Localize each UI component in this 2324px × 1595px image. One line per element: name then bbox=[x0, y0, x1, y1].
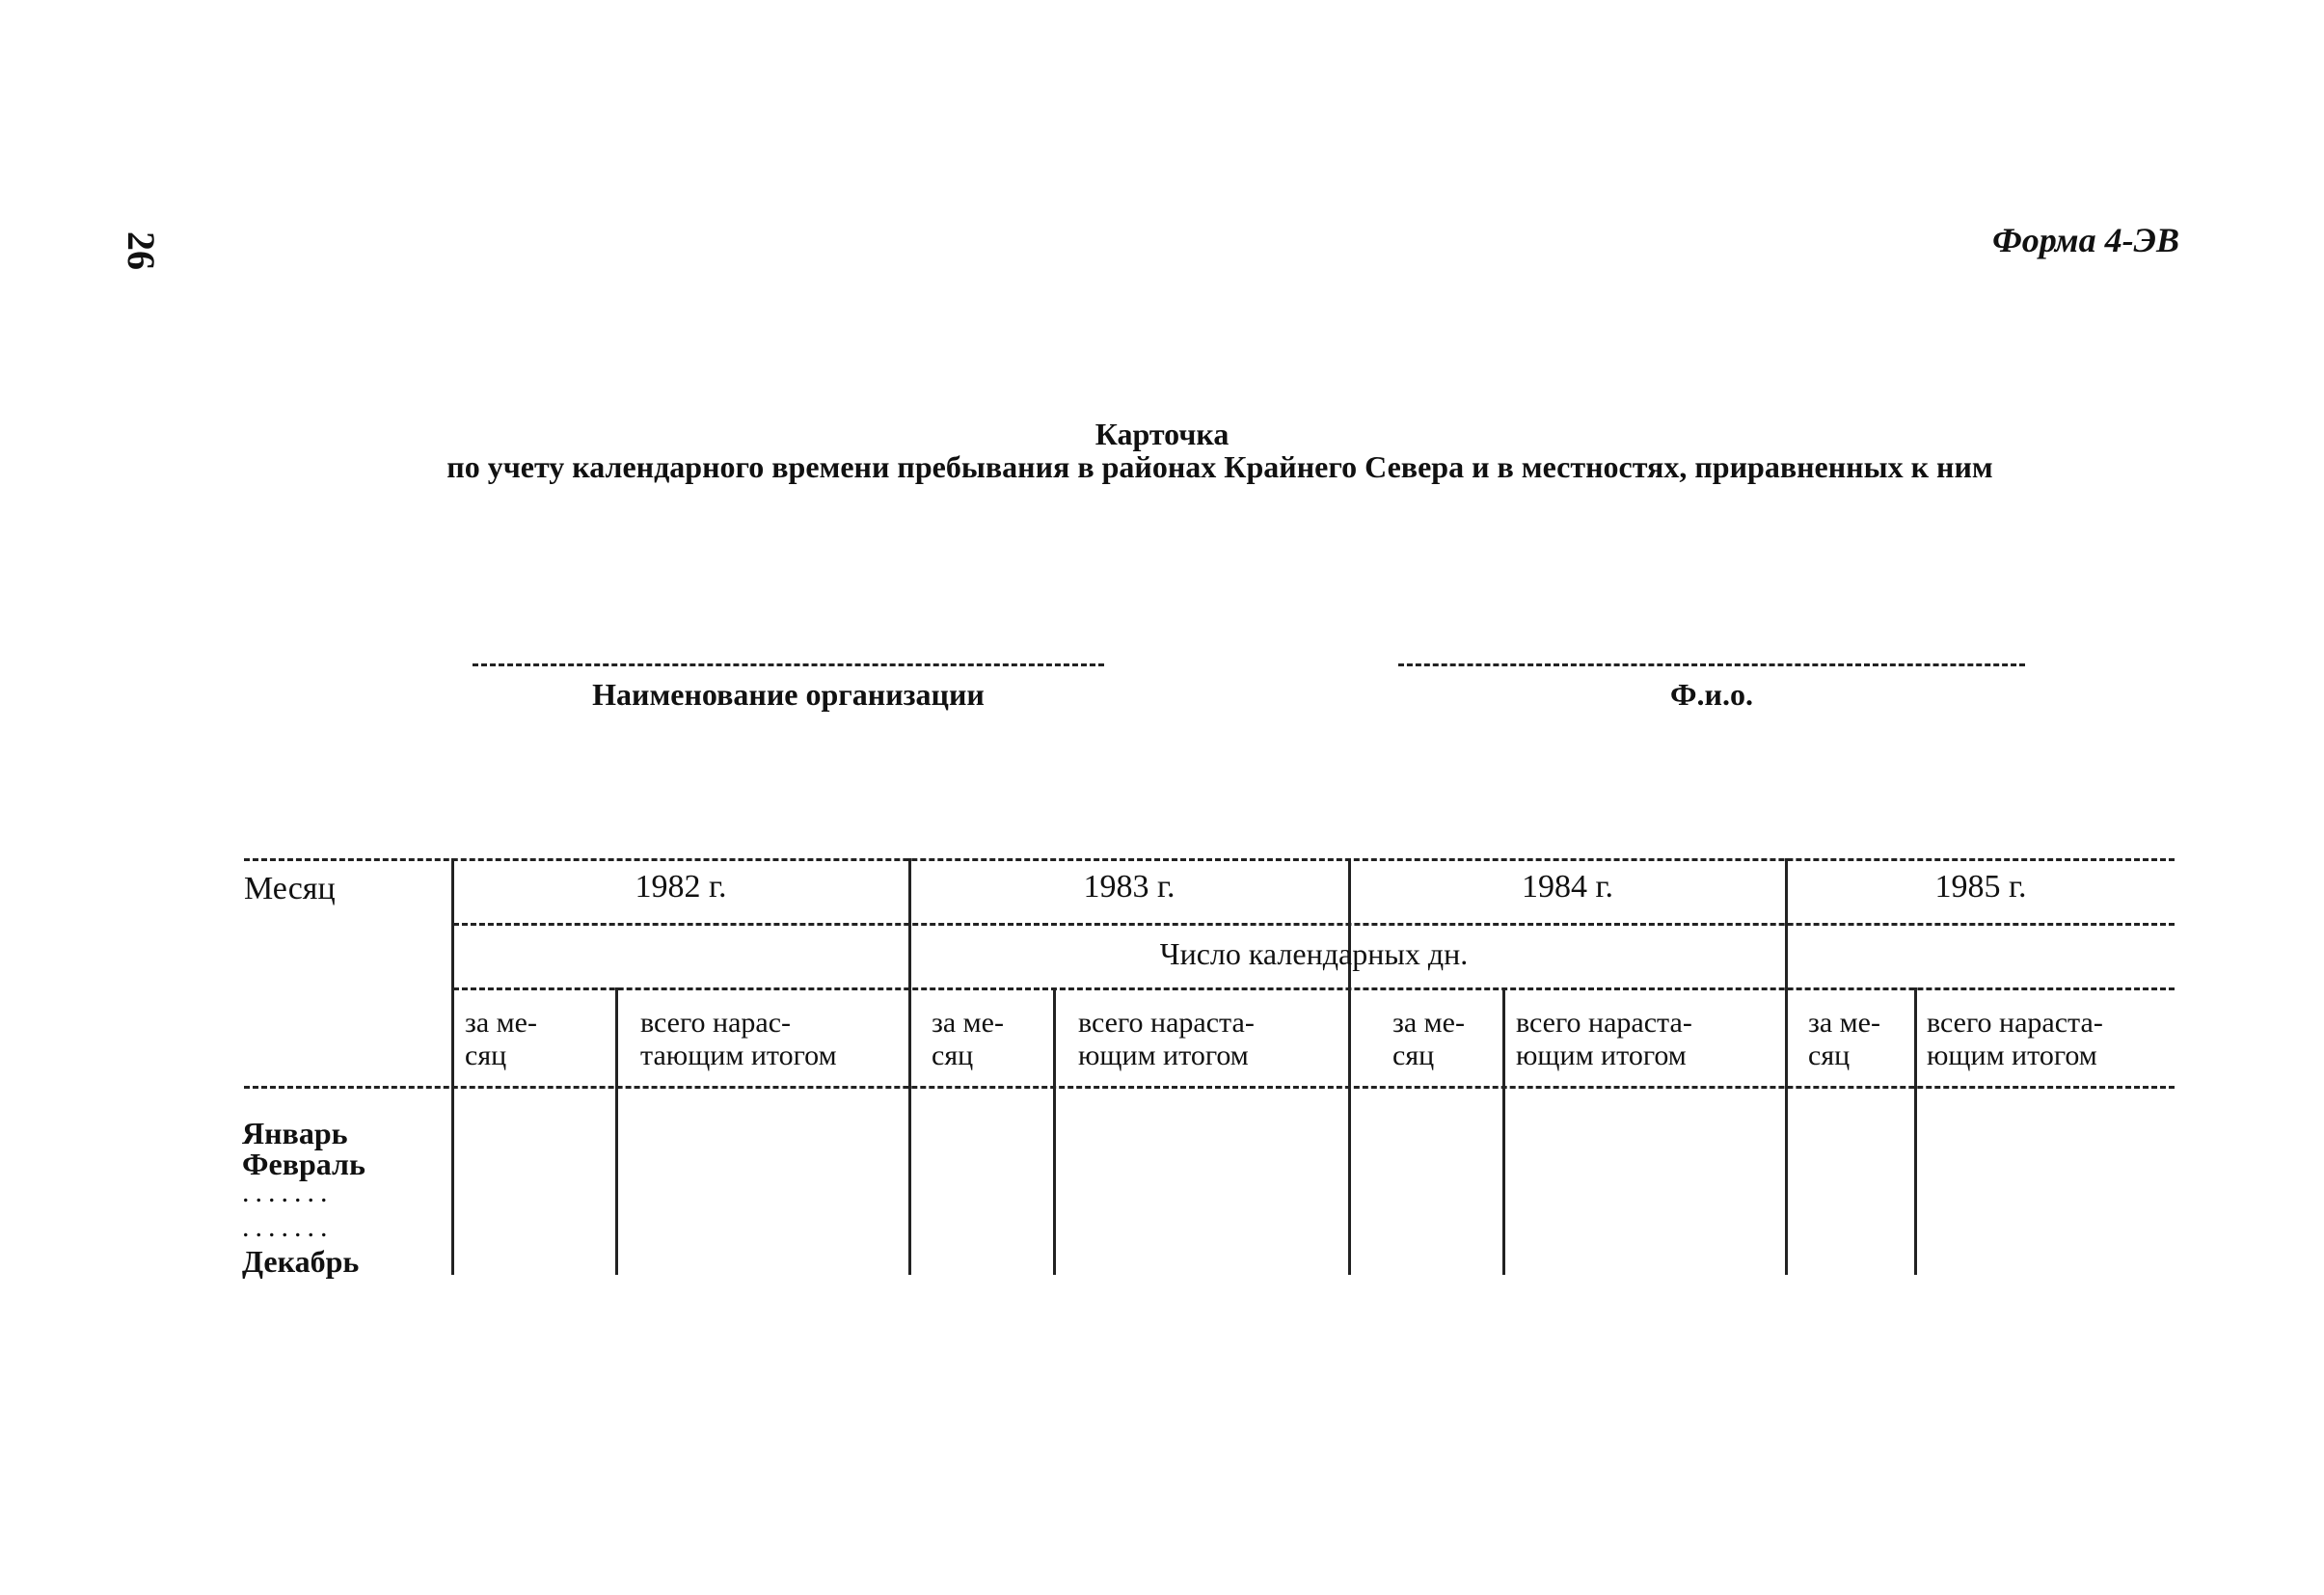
month-column-header: Месяц bbox=[244, 871, 336, 906]
subheader-1983-total bbox=[1078, 1007, 1255, 1072]
subheader-line: ющим итогом bbox=[1516, 1040, 1687, 1071]
col-line-1984 bbox=[1348, 858, 1351, 1275]
organization-line bbox=[473, 663, 1104, 666]
subheader-line: ющим итогом bbox=[1927, 1040, 2097, 1071]
subheader-1982-total bbox=[640, 1007, 837, 1072]
table-top-line bbox=[244, 858, 2175, 861]
month-february: Февраль bbox=[242, 1147, 365, 1181]
subheader-line: сяц bbox=[465, 1040, 507, 1071]
year-1983-header: 1983 г. bbox=[1083, 869, 1176, 905]
subheader-line: всего нараста- bbox=[1516, 1007, 1692, 1039]
years-bottom-line bbox=[453, 923, 2175, 926]
col-line-1982-split bbox=[615, 987, 618, 1275]
subheader-1982-month bbox=[465, 1007, 537, 1072]
col-line-1984-split bbox=[1502, 987, 1505, 1275]
month-january: Январь bbox=[242, 1116, 348, 1150]
subheader-1984-month bbox=[1392, 1007, 1465, 1072]
year-1985-header: 1985 г. bbox=[1934, 869, 2027, 905]
year-1984-header: 1984 г. bbox=[1521, 869, 1614, 905]
document-subtitle: по учету календарного времени пребывания в районах Крайнего Севера и в местностях, приравненных к ним bbox=[446, 449, 1993, 484]
subheader-line: сяц bbox=[1808, 1040, 1851, 1071]
col-line-1985-split bbox=[1914, 987, 1917, 1275]
fio-caption: Ф.и.о. bbox=[1670, 677, 1753, 712]
subheader-1985-month bbox=[1808, 1007, 1880, 1072]
subheader-line: за ме- bbox=[1808, 1007, 1880, 1039]
subheader-1984-total bbox=[1516, 1007, 1692, 1072]
year-1982-header: 1982 г. bbox=[635, 869, 727, 905]
month-ellipsis-1: ....... bbox=[242, 1176, 334, 1208]
organization-caption: Наименование организации bbox=[592, 677, 985, 712]
days-header: Число календарных дн. bbox=[1159, 936, 1469, 971]
form-label: Форма 4-ЭВ bbox=[1992, 221, 2179, 259]
subheader-line: всего нарас- bbox=[640, 1007, 792, 1039]
subheader-line: сяц bbox=[932, 1040, 974, 1071]
subheader-1985-total bbox=[1927, 1007, 2103, 1072]
col-line-1983-split bbox=[1053, 987, 1056, 1275]
month-december: Декабрь bbox=[242, 1244, 360, 1279]
subheader-line: ющим итогом bbox=[1078, 1040, 1249, 1071]
subheader-line: за ме- bbox=[1392, 1007, 1465, 1039]
subheader-line: всего нараста- bbox=[1927, 1007, 2103, 1039]
col-line-1983 bbox=[908, 858, 911, 1275]
subheader-line: сяц bbox=[1392, 1040, 1435, 1071]
subheader-line: тающим итогом bbox=[640, 1040, 837, 1071]
fio-line bbox=[1398, 663, 2025, 666]
subheader-1983-month bbox=[932, 1007, 1004, 1072]
col-line-month bbox=[451, 858, 454, 1275]
subheader-line: за ме- bbox=[465, 1007, 537, 1039]
month-ellipsis-2: ....... bbox=[242, 1211, 334, 1243]
subheader-line: за ме- bbox=[932, 1007, 1004, 1039]
document-title: Карточка bbox=[1094, 417, 1230, 451]
col-line-1985 bbox=[1785, 858, 1788, 1275]
subheader-line: всего нараста- bbox=[1078, 1007, 1255, 1039]
page-number: 26 bbox=[120, 231, 163, 270]
header-bottom-line bbox=[244, 1086, 2175, 1089]
